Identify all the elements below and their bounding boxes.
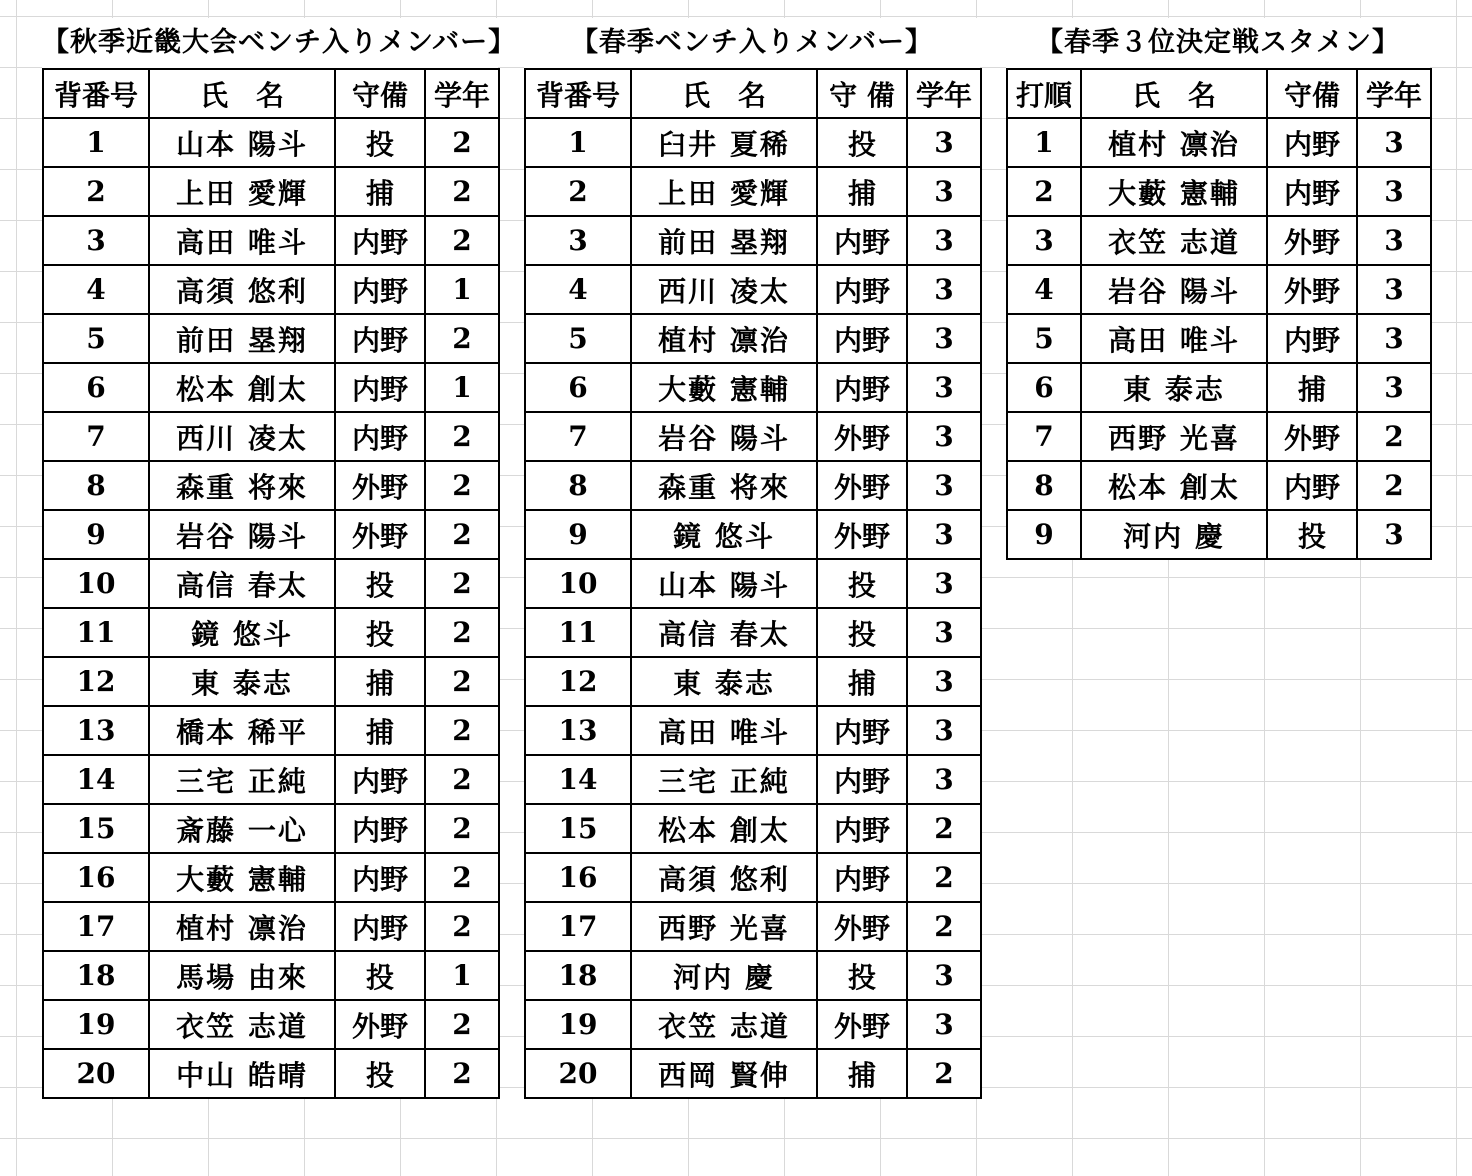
position-cell: 内野: [335, 804, 425, 853]
position-cell: 投: [817, 559, 907, 608]
name-cell: 上田 愛輝: [149, 167, 335, 216]
grade-cell: 3: [907, 363, 981, 412]
header-name: 氏 名: [149, 69, 335, 118]
table-row: [43, 755, 499, 804]
header-name: 氏 名: [1081, 69, 1267, 118]
grade-cell: 2: [425, 608, 499, 657]
third-place-lineup-body: [1007, 118, 1431, 559]
grade-cell: 2: [907, 1049, 981, 1098]
header-name: 氏 名: [631, 69, 817, 118]
number-cell: 20: [525, 1049, 631, 1098]
grade-cell: 1: [425, 265, 499, 314]
number-cell: 9: [1007, 510, 1081, 559]
name-cell: 衣笠 志道: [149, 1000, 335, 1049]
table-row: [525, 412, 981, 461]
number-cell: 16: [43, 853, 149, 902]
number-cell: 7: [43, 412, 149, 461]
name-cell: 植村 凛治: [149, 902, 335, 951]
name-cell: 前田 塁翔: [149, 314, 335, 363]
name-cell: 東 泰志: [1081, 363, 1267, 412]
position-cell: 内野: [817, 755, 907, 804]
number-cell: 10: [43, 559, 149, 608]
position-cell: 投: [335, 118, 425, 167]
number-cell: 13: [525, 706, 631, 755]
table-row: [525, 608, 981, 657]
table-row: [43, 363, 499, 412]
table-row: [43, 118, 499, 167]
name-cell: 西野 光喜: [631, 902, 817, 951]
position-cell: 内野: [335, 412, 425, 461]
header-position: 守備: [1267, 69, 1357, 118]
name-cell: 河内 慶: [631, 951, 817, 1000]
table-row: [1007, 216, 1431, 265]
autumn-roster-panel: [42, 18, 517, 1099]
position-cell: 捕: [335, 657, 425, 706]
table-row: [525, 118, 981, 167]
table-row: [525, 657, 981, 706]
number-cell: 7: [1007, 412, 1081, 461]
number-cell: 16: [525, 853, 631, 902]
position-cell: 内野: [817, 804, 907, 853]
table-row: [43, 167, 499, 216]
position-cell: 内野: [335, 265, 425, 314]
number-cell: 13: [43, 706, 149, 755]
table-row: [43, 608, 499, 657]
number-cell: 8: [525, 461, 631, 510]
header-grade: 学年: [907, 69, 981, 118]
position-cell: 外野: [1267, 412, 1357, 461]
name-cell: 高信 春太: [149, 559, 335, 608]
table-row: [43, 1049, 499, 1098]
grade-cell: 2: [425, 902, 499, 951]
position-cell: 外野: [335, 461, 425, 510]
position-cell: 外野: [817, 412, 907, 461]
table-row: [525, 1000, 981, 1049]
name-cell: 森重 将來: [149, 461, 335, 510]
table-row: [525, 265, 981, 314]
number-cell: 8: [43, 461, 149, 510]
table-row: [1007, 314, 1431, 363]
position-cell: 捕: [1267, 363, 1357, 412]
table-row: [43, 559, 499, 608]
number-cell: 2: [525, 167, 631, 216]
position-cell: 捕: [817, 657, 907, 706]
grade-cell: 3: [907, 755, 981, 804]
position-cell: 内野: [335, 853, 425, 902]
grade-cell: 2: [425, 1049, 499, 1098]
name-cell: 高田 唯斗: [1081, 314, 1267, 363]
position-cell: 内野: [335, 755, 425, 804]
grade-cell: 3: [1357, 167, 1431, 216]
table-row: [1007, 118, 1431, 167]
table-row: [43, 510, 499, 559]
number-cell: 4: [1007, 265, 1081, 314]
table-row: [525, 167, 981, 216]
grade-cell: 3: [907, 1000, 981, 1049]
name-cell: 西川 凌太: [631, 265, 817, 314]
number-cell: 15: [43, 804, 149, 853]
grade-cell: 3: [1357, 118, 1431, 167]
grade-cell: 2: [1357, 412, 1431, 461]
header-grade: 学年: [425, 69, 499, 118]
grade-cell: 3: [907, 314, 981, 363]
grade-cell: 3: [907, 559, 981, 608]
name-cell: 鏡 悠斗: [149, 608, 335, 657]
grade-cell: 2: [425, 657, 499, 706]
name-cell: 岩谷 陽斗: [149, 510, 335, 559]
number-cell: 10: [525, 559, 631, 608]
table-row: [43, 657, 499, 706]
name-cell: 高須 悠利: [631, 853, 817, 902]
number-cell: 18: [43, 951, 149, 1000]
number-cell: 3: [43, 216, 149, 265]
table-row: [525, 314, 981, 363]
number-cell: 6: [525, 363, 631, 412]
position-cell: 内野: [817, 314, 907, 363]
name-cell: 高信 春太: [631, 608, 817, 657]
grade-cell: 1: [425, 363, 499, 412]
header-number: 背番号: [525, 69, 631, 118]
table-row: [43, 902, 499, 951]
autumn-roster-body: [43, 118, 499, 1098]
name-cell: 鏡 悠斗: [631, 510, 817, 559]
number-cell: 5: [43, 314, 149, 363]
grade-cell: 3: [907, 951, 981, 1000]
position-cell: 外野: [817, 1000, 907, 1049]
number-cell: 6: [1007, 363, 1081, 412]
grade-cell: 2: [425, 804, 499, 853]
name-cell: 西川 凌太: [149, 412, 335, 461]
spring-roster-body: [525, 118, 981, 1098]
grade-cell: 2: [425, 755, 499, 804]
table-row: [525, 804, 981, 853]
name-cell: 東 泰志: [149, 657, 335, 706]
table-row: [525, 559, 981, 608]
name-cell: 松本 創太: [149, 363, 335, 412]
position-cell: 捕: [335, 706, 425, 755]
grade-cell: 2: [425, 1000, 499, 1049]
number-cell: 17: [525, 902, 631, 951]
position-cell: 内野: [1267, 167, 1357, 216]
position-cell: 内野: [1267, 118, 1357, 167]
number-cell: 2: [1007, 167, 1081, 216]
grade-cell: 2: [425, 412, 499, 461]
name-cell: 松本 創太: [631, 804, 817, 853]
table-row: [43, 314, 499, 363]
grade-cell: 3: [907, 412, 981, 461]
header-batting-order: 打順: [1007, 69, 1081, 118]
position-cell: 内野: [1267, 314, 1357, 363]
position-cell: 捕: [817, 167, 907, 216]
position-cell: 外野: [817, 902, 907, 951]
position-cell: 内野: [817, 216, 907, 265]
spring-roster-title: 【春季ベンチ入りメンバー】: [524, 18, 980, 68]
table-row: [1007, 167, 1431, 216]
number-cell: 6: [43, 363, 149, 412]
number-cell: 12: [525, 657, 631, 706]
grade-cell: 2: [425, 216, 499, 265]
grade-cell: 3: [907, 118, 981, 167]
name-cell: 東 泰志: [631, 657, 817, 706]
grade-cell: 3: [907, 608, 981, 657]
number-cell: 14: [43, 755, 149, 804]
name-cell: 西野 光喜: [1081, 412, 1267, 461]
header-number: 背番号: [43, 69, 149, 118]
spring-roster-table: [524, 68, 982, 1099]
grade-cell: 1: [425, 951, 499, 1000]
table-row: [43, 216, 499, 265]
table-row: [1007, 265, 1431, 314]
name-cell: 植村 凛治: [631, 314, 817, 363]
position-cell: 外野: [817, 510, 907, 559]
table-row: [525, 1049, 981, 1098]
position-cell: 外野: [1267, 265, 1357, 314]
position-cell: 内野: [335, 216, 425, 265]
table-row: [1007, 412, 1431, 461]
position-cell: 捕: [817, 1049, 907, 1098]
grade-cell: 3: [1357, 510, 1431, 559]
position-cell: 外野: [1267, 216, 1357, 265]
position-cell: 内野: [335, 314, 425, 363]
grade-cell: 2: [907, 853, 981, 902]
name-cell: 上田 愛輝: [631, 167, 817, 216]
table-row: [43, 265, 499, 314]
position-cell: 内野: [335, 363, 425, 412]
name-cell: 衣笠 志道: [1081, 216, 1267, 265]
position-cell: 投: [335, 951, 425, 1000]
name-cell: 高須 悠利: [149, 265, 335, 314]
number-cell: 5: [1007, 314, 1081, 363]
name-cell: 山本 陽斗: [631, 559, 817, 608]
grade-cell: 2: [425, 314, 499, 363]
table-row: [525, 216, 981, 265]
number-cell: 19: [525, 1000, 631, 1049]
number-cell: 19: [43, 1000, 149, 1049]
number-cell: 15: [525, 804, 631, 853]
number-cell: 2: [43, 167, 149, 216]
autumn-roster-table: [42, 68, 500, 1099]
header-position: 守備: [335, 69, 425, 118]
table-row: [525, 853, 981, 902]
name-cell: 河内 慶: [1081, 510, 1267, 559]
name-cell: 高田 唯斗: [149, 216, 335, 265]
grade-cell: 2: [425, 510, 499, 559]
name-cell: 岩谷 陽斗: [631, 412, 817, 461]
name-cell: 岩谷 陽斗: [1081, 265, 1267, 314]
table-row: [43, 804, 499, 853]
grade-cell: 3: [1357, 265, 1431, 314]
number-cell: 4: [43, 265, 149, 314]
third-place-lineup-table: [1006, 68, 1432, 560]
table-row: [525, 902, 981, 951]
name-cell: 橋本 稀平: [149, 706, 335, 755]
number-cell: 1: [43, 118, 149, 167]
table-row: [525, 363, 981, 412]
name-cell: 西岡 賢伸: [631, 1049, 817, 1098]
grade-cell: 2: [425, 461, 499, 510]
third-place-lineup-title: 【春季３位決定戦スタメン】: [1006, 18, 1430, 68]
number-cell: 12: [43, 657, 149, 706]
position-cell: 投: [817, 951, 907, 1000]
grade-cell: 3: [907, 510, 981, 559]
table-row: [43, 461, 499, 510]
grade-cell: 2: [907, 902, 981, 951]
number-cell: 11: [525, 608, 631, 657]
spring-roster-panel: [524, 18, 982, 1099]
name-cell: 臼井 夏稀: [631, 118, 817, 167]
table-row: [43, 412, 499, 461]
table-header-row: [43, 69, 499, 118]
grade-cell: 3: [1357, 363, 1431, 412]
position-cell: 内野: [1267, 461, 1357, 510]
grade-cell: 2: [425, 853, 499, 902]
position-cell: 捕: [335, 167, 425, 216]
grade-cell: 2: [425, 706, 499, 755]
name-cell: 松本 創太: [1081, 461, 1267, 510]
position-cell: 内野: [817, 363, 907, 412]
position-cell: 外野: [335, 510, 425, 559]
number-cell: 4: [525, 265, 631, 314]
number-cell: 20: [43, 1049, 149, 1098]
table-row: [525, 706, 981, 755]
grade-cell: 3: [907, 706, 981, 755]
grade-cell: 2: [425, 167, 499, 216]
position-cell: 外野: [335, 1000, 425, 1049]
name-cell: 高田 唯斗: [631, 706, 817, 755]
grade-cell: 3: [907, 461, 981, 510]
grade-cell: 3: [1357, 216, 1431, 265]
table-row: [525, 461, 981, 510]
table-row: [43, 951, 499, 1000]
grade-cell: 3: [1357, 314, 1431, 363]
table-header-row: [525, 69, 981, 118]
number-cell: 1: [525, 118, 631, 167]
name-cell: 大藪 憲輔: [149, 853, 335, 902]
table-row: [525, 755, 981, 804]
number-cell: 3: [1007, 216, 1081, 265]
position-cell: 内野: [817, 706, 907, 755]
name-cell: 大藪 憲輔: [631, 363, 817, 412]
number-cell: 8: [1007, 461, 1081, 510]
grade-cell: 3: [907, 167, 981, 216]
position-cell: 投: [335, 608, 425, 657]
third-place-lineup-panel: [1006, 18, 1432, 560]
name-cell: 三宅 正純: [631, 755, 817, 804]
position-cell: 内野: [335, 902, 425, 951]
table-row: [1007, 510, 1431, 559]
number-cell: 17: [43, 902, 149, 951]
number-cell: 9: [525, 510, 631, 559]
table-row: [1007, 461, 1431, 510]
name-cell: 植村 凛治: [1081, 118, 1267, 167]
grade-cell: 2: [425, 559, 499, 608]
name-cell: 衣笠 志道: [631, 1000, 817, 1049]
position-cell: 投: [335, 559, 425, 608]
number-cell: 11: [43, 608, 149, 657]
position-cell: 投: [817, 118, 907, 167]
name-cell: 中山 皓晴: [149, 1049, 335, 1098]
table-row: [43, 706, 499, 755]
position-cell: 投: [1267, 510, 1357, 559]
table-row: [43, 853, 499, 902]
autumn-roster-title: 【秋季近畿大会ベンチ入りメンバー】: [42, 18, 498, 68]
grade-cell: 3: [907, 657, 981, 706]
number-cell: 18: [525, 951, 631, 1000]
number-cell: 14: [525, 755, 631, 804]
number-cell: 7: [525, 412, 631, 461]
table-header-row: [1007, 69, 1431, 118]
number-cell: 5: [525, 314, 631, 363]
grade-cell: 3: [907, 216, 981, 265]
header-position: 守 備: [817, 69, 907, 118]
table-row: [525, 951, 981, 1000]
number-cell: 3: [525, 216, 631, 265]
number-cell: 1: [1007, 118, 1081, 167]
grade-cell: 2: [425, 118, 499, 167]
position-cell: 内野: [817, 265, 907, 314]
table-row: [525, 510, 981, 559]
name-cell: 三宅 正純: [149, 755, 335, 804]
number-cell: 9: [43, 510, 149, 559]
name-cell: 大藪 憲輔: [1081, 167, 1267, 216]
position-cell: 内野: [817, 853, 907, 902]
name-cell: 前田 塁翔: [631, 216, 817, 265]
position-cell: 外野: [817, 461, 907, 510]
grade-cell: 2: [1357, 461, 1431, 510]
name-cell: 斎藤 一心: [149, 804, 335, 853]
position-cell: 投: [817, 608, 907, 657]
header-grade: 学年: [1357, 69, 1431, 118]
name-cell: 馬場 由來: [149, 951, 335, 1000]
grade-cell: 3: [907, 265, 981, 314]
name-cell: 森重 将來: [631, 461, 817, 510]
grade-cell: 2: [907, 804, 981, 853]
table-row: [1007, 363, 1431, 412]
table-row: [43, 1000, 499, 1049]
name-cell: 山本 陽斗: [149, 118, 335, 167]
position-cell: 投: [335, 1049, 425, 1098]
